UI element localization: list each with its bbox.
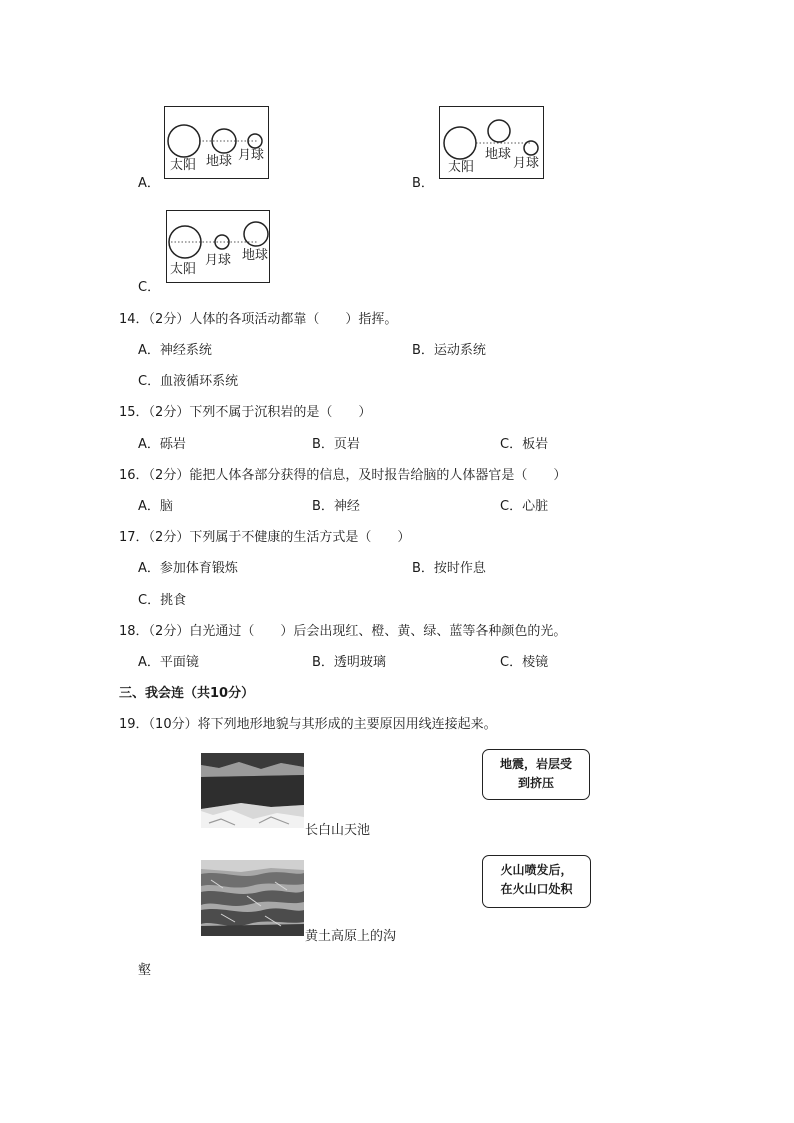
q14-stem: 14．（2分）人体的各项活动都靠（ ）指挥。 [119,312,398,327]
sun-label: 太阳 [448,160,475,175]
q16-option-b[interactable]: B．神经 [312,499,360,514]
moon-label: 月球 [513,156,540,171]
cause-box-volcano-line2: 在火山口处积 [500,882,573,896]
earth-label: 地球 [485,147,512,162]
q18-option-a[interactable]: A．平面镜 [138,655,199,670]
q14-option-b[interactable]: B．运动系统 [412,343,486,358]
q15-stem: 15．（2分）下列不属于沉积岩的是（ ） [119,405,372,420]
q17-option-b[interactable]: B．按时作息 [412,561,486,576]
q19-stem: 19．（10分）将下列地形地貌与其形成的主要原因用线连接起来。 [119,717,497,732]
cause-box-earthquake-line1: 地震，岩层受 [499,757,572,771]
q17-option-a[interactable]: A．参加体育锻炼 [138,561,238,576]
earth-circle [488,120,510,142]
q16-option-c[interactable]: C．心脏 [500,499,549,514]
cause-box-earthquake[interactable] [482,749,590,800]
q15-option-a[interactable]: A．砾岩 [138,437,186,452]
sun-circle [168,125,200,157]
sun-circle [444,127,476,159]
q14-option-a[interactable]: A．神经系统 [138,343,212,358]
q14-option-c[interactable]: C．血液循环系统 [138,374,239,389]
moon-label: 月球 [205,253,232,268]
loess-plateau-photo [201,860,304,936]
moon-circle [524,141,538,155]
q18-option-b[interactable]: B．透明玻璃 [312,655,386,670]
q16-stem: 16．（2分）能把人体各部分获得的信息，及时报告给脑的人体器官是（ ） [119,468,567,483]
q18-stem: 18．（2分）白光通过（ ）后会出现红、橙、黄、绿、蓝等各种颜色的光。 [119,624,567,639]
landform-label-loess: 黄土高原上的沟 [305,929,397,944]
sun-label: 太阳 [170,262,197,277]
option-b-letter[interactable]: B． [412,176,434,191]
option-a-diagram [164,106,269,179]
landform-label-loess-wrap: 壑 [138,963,152,978]
tianchi-photo-drawing [201,753,304,828]
landform-label-tianchi: 长白山天池 [305,823,371,838]
earth-label: 地球 [206,154,233,169]
sun-label: 太阳 [170,158,197,173]
q16-option-a[interactable]: A．脑 [138,499,173,514]
section-3-heading: 三、我会连（共10分） [119,686,255,701]
tianchi-photo [201,753,304,828]
option-a-letter[interactable]: A． [138,176,160,191]
q17-option-c[interactable]: C．挑食 [138,593,187,608]
option-b-diagram [439,106,544,179]
earth-label: 地球 [242,248,269,263]
q15-option-b[interactable]: B．页岩 [312,437,360,452]
q15-option-c[interactable]: C．板岩 [500,437,549,452]
loess-plateau-photo-drawing [201,860,304,936]
option-c-diagram [166,210,270,283]
moon-label: 月球 [238,148,265,163]
q18-option-c[interactable]: C．棱镜 [500,655,549,670]
cause-box-volcano[interactable] [482,855,591,908]
cause-box-earthquake-line2: 到挤压 [517,776,554,790]
option-c-letter[interactable]: C． [138,280,161,295]
cause-box-volcano-line1: 火山喷发后， [500,863,573,877]
q17-stem: 17．（2分）下列属于不健康的生活方式是（ ） [119,530,411,545]
